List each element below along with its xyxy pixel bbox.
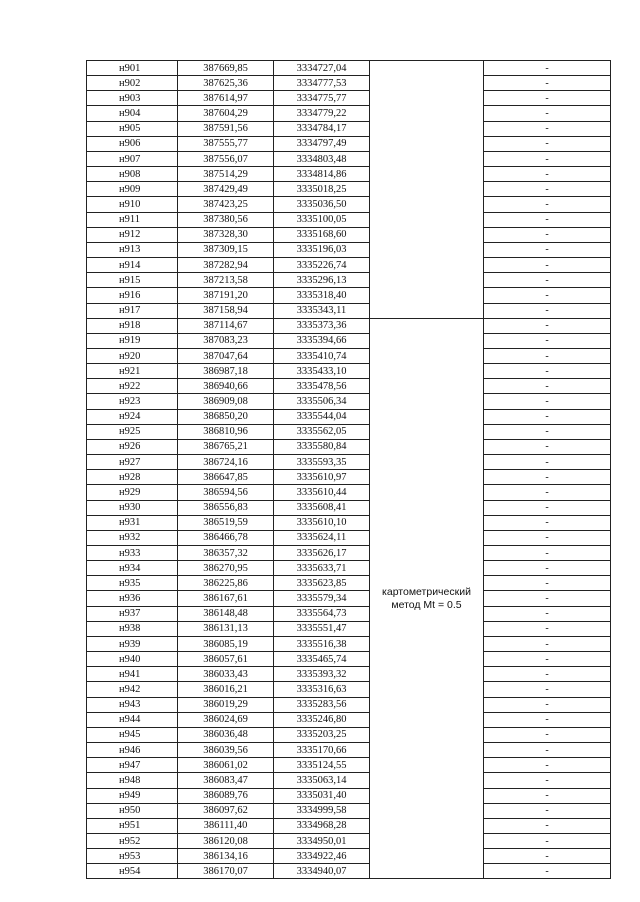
description-cell: - (484, 591, 611, 606)
point-id-cell: н930 (87, 500, 178, 515)
x-coordinate-cell: 386085,19 (178, 636, 274, 651)
table-row (87, 288, 611, 303)
x-coordinate-cell: 387429,49 (178, 182, 274, 197)
x-coordinate-cell: 386724,16 (178, 455, 274, 470)
x-coordinate-cell: 386120,08 (178, 833, 274, 848)
y-coordinate-cell: 3335018,25 (274, 182, 370, 197)
description-cell: - (484, 803, 611, 818)
description-cell: - (484, 409, 611, 424)
description-cell: - (484, 76, 611, 91)
y-coordinate-cell: 3335624,11 (274, 530, 370, 545)
y-coordinate-cell: 3335516,38 (274, 636, 370, 651)
point-id-cell: н919 (87, 333, 178, 348)
description-cell: - (484, 364, 611, 379)
y-coordinate-cell: 3335593,35 (274, 455, 370, 470)
point-id-cell: н945 (87, 727, 178, 742)
table-row (87, 576, 611, 591)
x-coordinate-cell: 386024,69 (178, 712, 274, 727)
x-coordinate-cell: 386519,59 (178, 515, 274, 530)
table-row (87, 76, 611, 91)
description-cell: - (484, 652, 611, 667)
y-coordinate-cell: 3334784,17 (274, 121, 370, 136)
point-id-cell: н917 (87, 303, 178, 318)
description-cell: - (484, 561, 611, 576)
y-coordinate-cell: 3335564,73 (274, 606, 370, 621)
y-coordinate-cell: 3334950,01 (274, 833, 370, 848)
y-coordinate-cell: 3335623,85 (274, 576, 370, 591)
y-coordinate-cell: 3334797,49 (274, 136, 370, 151)
table-row (87, 530, 611, 545)
x-coordinate-cell: 386940,66 (178, 379, 274, 394)
point-id-cell: н920 (87, 348, 178, 363)
x-coordinate-cell: 386134,16 (178, 849, 274, 864)
y-coordinate-cell: 3334777,53 (274, 76, 370, 91)
x-coordinate-cell: 386270,95 (178, 561, 274, 576)
y-coordinate-cell: 3335580,84 (274, 439, 370, 454)
x-coordinate-cell: 387423,25 (178, 197, 274, 212)
table-row (87, 591, 611, 606)
method-cell-upper (370, 61, 484, 319)
y-coordinate-cell: 3335608,41 (274, 500, 370, 515)
table-row (87, 652, 611, 667)
description-cell: - (484, 333, 611, 348)
table-row (87, 849, 611, 864)
y-coordinate-cell: 3335100,05 (274, 212, 370, 227)
description-cell: - (484, 91, 611, 106)
x-coordinate-cell: 387669,85 (178, 61, 274, 76)
x-coordinate-cell: 386225,86 (178, 576, 274, 591)
point-id-cell: н937 (87, 606, 178, 621)
description-cell: - (484, 348, 611, 363)
table-row (87, 515, 611, 530)
table-row (87, 667, 611, 682)
x-coordinate-cell: 386083,47 (178, 773, 274, 788)
y-coordinate-cell: 3335318,40 (274, 288, 370, 303)
point-id-cell: н910 (87, 197, 178, 212)
y-coordinate-cell: 3335610,97 (274, 470, 370, 485)
coordinates-document (86, 60, 610, 879)
method-cell (370, 318, 484, 879)
y-coordinate-cell: 3335394,66 (274, 333, 370, 348)
table-row (87, 424, 611, 439)
y-coordinate-cell: 3335393,32 (274, 667, 370, 682)
point-id-cell: н929 (87, 485, 178, 500)
point-id-cell: н902 (87, 76, 178, 91)
point-id-cell: н940 (87, 652, 178, 667)
y-coordinate-cell: 3334779,22 (274, 106, 370, 121)
point-id-cell: н906 (87, 136, 178, 151)
description-cell: - (484, 621, 611, 636)
point-id-cell: н927 (87, 455, 178, 470)
x-coordinate-cell: 386057,61 (178, 652, 274, 667)
y-coordinate-cell: 3335610,44 (274, 485, 370, 500)
y-coordinate-cell: 3334922,46 (274, 849, 370, 864)
x-coordinate-cell: 386466,78 (178, 530, 274, 545)
point-id-cell: н932 (87, 530, 178, 545)
table-row (87, 773, 611, 788)
point-id-cell: н944 (87, 712, 178, 727)
x-coordinate-cell: 387309,15 (178, 242, 274, 257)
point-id-cell: н931 (87, 515, 178, 530)
table-row (87, 348, 611, 363)
table-row (87, 818, 611, 833)
x-coordinate-cell: 386357,32 (178, 546, 274, 561)
x-coordinate-cell: 386148,48 (178, 606, 274, 621)
x-coordinate-cell: 387514,29 (178, 167, 274, 182)
point-id-cell: н904 (87, 106, 178, 121)
y-coordinate-cell: 3335203,25 (274, 727, 370, 742)
point-id-cell: н922 (87, 379, 178, 394)
table-row (87, 167, 611, 182)
y-coordinate-cell: 3335226,74 (274, 258, 370, 273)
point-id-cell: н936 (87, 591, 178, 606)
x-coordinate-cell: 387556,07 (178, 151, 274, 166)
table-row (87, 182, 611, 197)
table-row (87, 121, 611, 136)
y-coordinate-cell: 3334803,48 (274, 151, 370, 166)
x-coordinate-cell: 387114,67 (178, 318, 274, 333)
x-coordinate-cell: 386061,02 (178, 758, 274, 773)
table-row (87, 788, 611, 803)
table-row (87, 227, 611, 242)
x-coordinate-cell: 386039,56 (178, 743, 274, 758)
description-cell: - (484, 712, 611, 727)
description-cell: - (484, 151, 611, 166)
x-coordinate-cell: 387625,36 (178, 76, 274, 91)
y-coordinate-cell: 3335373,36 (274, 318, 370, 333)
description-cell: - (484, 167, 611, 182)
table-row (87, 151, 611, 166)
x-coordinate-cell: 387213,58 (178, 273, 274, 288)
table-row (87, 364, 611, 379)
description-cell: - (484, 61, 611, 76)
y-coordinate-cell: 3335579,34 (274, 591, 370, 606)
point-id-cell: н939 (87, 636, 178, 651)
table-row (87, 803, 611, 818)
description-cell: - (484, 682, 611, 697)
table-row (87, 621, 611, 636)
x-coordinate-cell: 386850,20 (178, 409, 274, 424)
description-cell: - (484, 182, 611, 197)
point-id-cell: н954 (87, 864, 178, 879)
point-id-cell: н908 (87, 167, 178, 182)
description-cell: - (484, 212, 611, 227)
point-id-cell: н905 (87, 121, 178, 136)
method-accuracy: метод Mt = 0.5 (391, 598, 462, 611)
point-id-cell: н903 (87, 91, 178, 106)
y-coordinate-cell: 3335316,63 (274, 682, 370, 697)
x-coordinate-cell: 387591,56 (178, 121, 274, 136)
point-id-cell: н925 (87, 424, 178, 439)
y-coordinate-cell: 3335296,13 (274, 273, 370, 288)
point-id-cell: н918 (87, 318, 178, 333)
description-cell: - (484, 727, 611, 742)
table-row (87, 242, 611, 257)
y-coordinate-cell: 3335478,56 (274, 379, 370, 394)
table-row (87, 136, 611, 151)
point-id-cell: н928 (87, 470, 178, 485)
point-id-cell: н924 (87, 409, 178, 424)
point-id-cell: н941 (87, 667, 178, 682)
table-row (87, 318, 611, 333)
table-row (87, 546, 611, 561)
description-cell: - (484, 500, 611, 515)
point-id-cell: н912 (87, 227, 178, 242)
description-cell: - (484, 273, 611, 288)
description-cell: - (484, 743, 611, 758)
point-id-cell: н916 (87, 288, 178, 303)
table-row (87, 106, 611, 121)
y-coordinate-cell: 3335410,74 (274, 348, 370, 363)
table-row (87, 500, 611, 515)
description-cell: - (484, 258, 611, 273)
y-coordinate-cell: 3335626,17 (274, 546, 370, 561)
table-row (87, 379, 611, 394)
y-coordinate-cell: 3334968,28 (274, 818, 370, 833)
description-cell: - (484, 424, 611, 439)
y-coordinate-cell: 3334775,77 (274, 91, 370, 106)
x-coordinate-cell: 386131,13 (178, 621, 274, 636)
point-id-cell: н948 (87, 773, 178, 788)
y-coordinate-cell: 3334727,04 (274, 61, 370, 76)
y-coordinate-cell: 3335551,47 (274, 621, 370, 636)
description-cell: - (484, 636, 611, 651)
table-row (87, 636, 611, 651)
x-coordinate-cell: 387158,94 (178, 303, 274, 318)
x-coordinate-cell: 386111,40 (178, 818, 274, 833)
y-coordinate-cell: 3335063,14 (274, 773, 370, 788)
table-row (87, 864, 611, 879)
description-cell: - (484, 455, 611, 470)
table-row (87, 333, 611, 348)
y-coordinate-cell: 3334999,58 (274, 803, 370, 818)
table-row (87, 682, 611, 697)
y-coordinate-cell: 3335343,11 (274, 303, 370, 318)
description-cell: - (484, 818, 611, 833)
point-id-cell: н951 (87, 818, 178, 833)
point-id-cell: н938 (87, 621, 178, 636)
table-row (87, 394, 611, 409)
y-coordinate-cell: 3335246,80 (274, 712, 370, 727)
y-coordinate-cell: 3335544,04 (274, 409, 370, 424)
y-coordinate-cell: 3335433,10 (274, 364, 370, 379)
point-id-cell: н950 (87, 803, 178, 818)
point-id-cell: н914 (87, 258, 178, 273)
description-cell: - (484, 697, 611, 712)
x-coordinate-cell: 387282,94 (178, 258, 274, 273)
x-coordinate-cell: 386810,96 (178, 424, 274, 439)
x-coordinate-cell: 386647,85 (178, 470, 274, 485)
description-cell: - (484, 833, 611, 848)
point-id-cell: н949 (87, 788, 178, 803)
table-row (87, 758, 611, 773)
y-coordinate-cell: 3335124,55 (274, 758, 370, 773)
y-coordinate-cell: 3334814,86 (274, 167, 370, 182)
point-id-cell: н926 (87, 439, 178, 454)
x-coordinate-cell: 386556,83 (178, 500, 274, 515)
description-cell: - (484, 303, 611, 318)
description-cell: - (484, 318, 611, 333)
table-row (87, 409, 611, 424)
y-coordinate-cell: 3335170,66 (274, 743, 370, 758)
table-row (87, 212, 611, 227)
description-cell: - (484, 394, 611, 409)
point-id-cell: н935 (87, 576, 178, 591)
point-id-cell: н953 (87, 849, 178, 864)
description-cell: - (484, 439, 611, 454)
point-id-cell: н943 (87, 697, 178, 712)
table-row (87, 727, 611, 742)
table-row (87, 455, 611, 470)
table-row (87, 197, 611, 212)
description-cell: - (484, 121, 611, 136)
point-id-cell: н915 (87, 273, 178, 288)
description-cell: - (484, 106, 611, 121)
x-coordinate-cell: 386036,48 (178, 727, 274, 742)
description-cell: - (484, 576, 611, 591)
x-coordinate-cell: 387191,20 (178, 288, 274, 303)
point-id-cell: н933 (87, 546, 178, 561)
point-id-cell: н901 (87, 61, 178, 76)
point-id-cell: н946 (87, 743, 178, 758)
table-row (87, 439, 611, 454)
y-coordinate-cell: 3335465,74 (274, 652, 370, 667)
table-row (87, 91, 611, 106)
x-coordinate-cell: 386170,07 (178, 864, 274, 879)
y-coordinate-cell: 3335633,71 (274, 561, 370, 576)
description-cell: - (484, 379, 611, 394)
x-coordinate-cell: 387083,23 (178, 333, 274, 348)
x-coordinate-cell: 387047,64 (178, 348, 274, 363)
x-coordinate-cell: 387604,29 (178, 106, 274, 121)
y-coordinate-cell: 3335168,60 (274, 227, 370, 242)
y-coordinate-cell: 3335562,05 (274, 424, 370, 439)
description-cell: - (484, 227, 611, 242)
description-cell: - (484, 288, 611, 303)
x-coordinate-cell: 386016,21 (178, 682, 274, 697)
description-cell: - (484, 470, 611, 485)
x-coordinate-cell: 387555,77 (178, 136, 274, 151)
description-cell: - (484, 773, 611, 788)
description-cell: - (484, 606, 611, 621)
point-id-cell: н921 (87, 364, 178, 379)
x-coordinate-cell: 387328,30 (178, 227, 274, 242)
description-cell: - (484, 515, 611, 530)
x-coordinate-cell: 386033,43 (178, 667, 274, 682)
point-id-cell: н909 (87, 182, 178, 197)
y-coordinate-cell: 3334940,07 (274, 864, 370, 879)
point-id-cell: н913 (87, 242, 178, 257)
x-coordinate-cell: 387614,97 (178, 91, 274, 106)
table-row (87, 606, 611, 621)
x-coordinate-cell: 386987,18 (178, 364, 274, 379)
method-name: картометрический (382, 585, 471, 598)
y-coordinate-cell: 3335610,10 (274, 515, 370, 530)
point-id-cell: н907 (87, 151, 178, 166)
coordinates-table-body (87, 61, 611, 879)
description-cell: - (484, 242, 611, 257)
point-id-cell: н947 (87, 758, 178, 773)
description-cell: - (484, 485, 611, 500)
x-coordinate-cell: 386097,62 (178, 803, 274, 818)
x-coordinate-cell: 386594,56 (178, 485, 274, 500)
table-row (87, 485, 611, 500)
y-coordinate-cell: 3335031,40 (274, 788, 370, 803)
table-row (87, 470, 611, 485)
table-row (87, 61, 611, 76)
point-id-cell: н952 (87, 833, 178, 848)
x-coordinate-cell: 387380,56 (178, 212, 274, 227)
description-cell: - (484, 667, 611, 682)
description-cell: - (484, 546, 611, 561)
table-row (87, 273, 611, 288)
y-coordinate-cell: 3335036,50 (274, 197, 370, 212)
table-row (87, 561, 611, 576)
x-coordinate-cell: 386089,76 (178, 788, 274, 803)
point-id-cell: н942 (87, 682, 178, 697)
table-row (87, 303, 611, 318)
point-id-cell: н911 (87, 212, 178, 227)
point-id-cell: н923 (87, 394, 178, 409)
description-cell: - (484, 197, 611, 212)
description-cell: - (484, 136, 611, 151)
description-cell: - (484, 758, 611, 773)
table-row (87, 833, 611, 848)
y-coordinate-cell: 3335196,03 (274, 242, 370, 257)
x-coordinate-cell: 386765,21 (178, 439, 274, 454)
y-coordinate-cell: 3335506,34 (274, 394, 370, 409)
table-row (87, 697, 611, 712)
description-cell: - (484, 530, 611, 545)
coordinates-table (86, 60, 611, 879)
point-id-cell: н934 (87, 561, 178, 576)
y-coordinate-cell: 3335283,56 (274, 697, 370, 712)
table-row (87, 743, 611, 758)
x-coordinate-cell: 386167,61 (178, 591, 274, 606)
x-coordinate-cell: 386019,29 (178, 697, 274, 712)
description-cell: - (484, 849, 611, 864)
description-cell: - (484, 864, 611, 879)
x-coordinate-cell: 386909,08 (178, 394, 274, 409)
table-row (87, 258, 611, 273)
description-cell: - (484, 788, 611, 803)
table-row (87, 712, 611, 727)
